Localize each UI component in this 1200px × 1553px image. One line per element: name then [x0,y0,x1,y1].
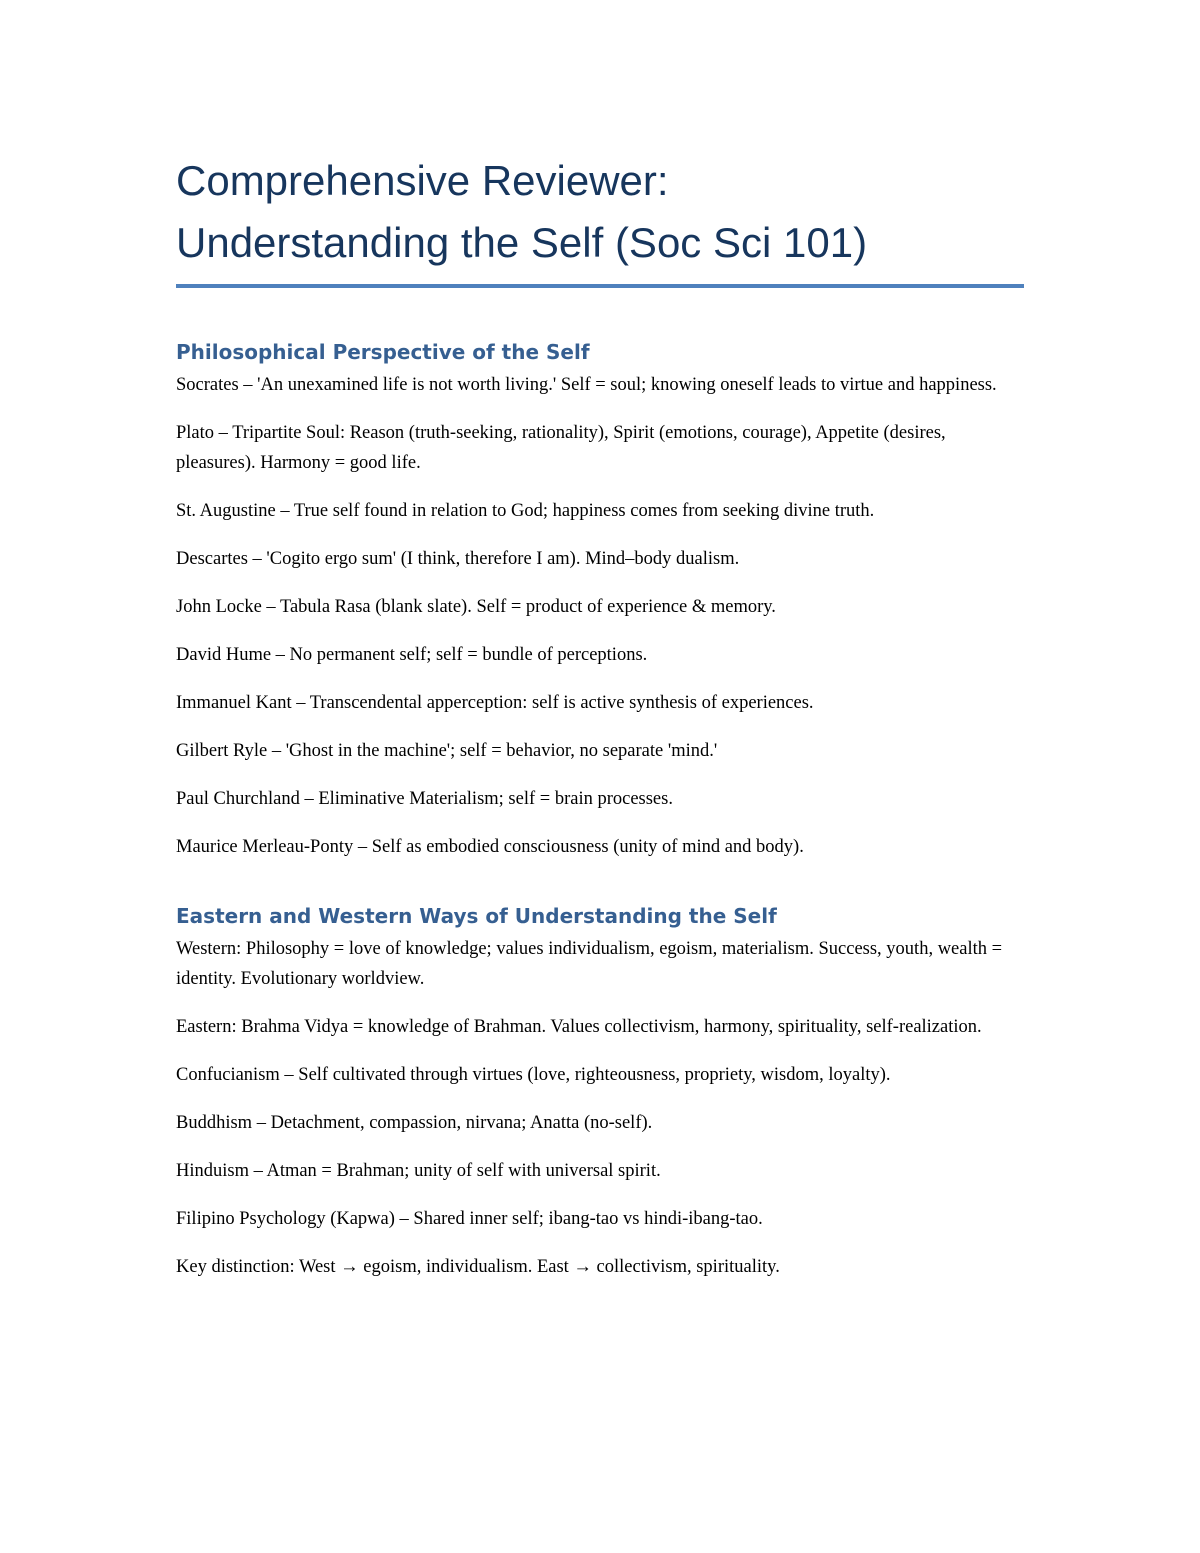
title-underline-rule [176,284,1024,288]
section-philosophical-perspective [176,340,1024,862]
paragraph-eastern: Eastern: Brahma Vidya = knowledge of Brahman. Values collectivism, harmony, spirituality, self-realization. [176,1017,982,1037]
title-line-1: Comprehensive Reviewer: [176,157,669,204]
paragraph-buddhism: Buddhism – Detachment, compassion, nirvana; Anatta (no-self). [176,1113,653,1133]
paragraph-david-hume: David Hume – No permanent self; self = bundle of perceptions. [176,645,648,665]
paragraph-filipino-psychology: Filipino Psychology (Kapwa) – Shared inner self; ibang-tao vs hindi-ibang-tao. [176,1209,763,1229]
paragraph-merleau-ponty: Maurice Merleau-Ponty – Self as embodied consciousness (unity of mind and body). [176,837,804,857]
paragraph-key-distinction: Key distinction: West → egoism, individualism. East → collectivism, spirituality. [176,1257,780,1277]
paragraph-confucianism: Confucianism – Self cultivated through virtues (love, righteousness, propriety, wisdom, loyalty). [176,1065,891,1085]
paragraph-st-augustine: St. Augustine – True self found in relation to God; happiness comes from seeking divine truth. [176,501,875,521]
section-heading: Eastern and Western Ways of Understanding the Self [176,904,777,928]
paragraph-hinduism: Hinduism – Atman = Brahman; unity of self with universal spirit. [176,1161,661,1181]
paragraph-immanuel-kant: Immanuel Kant – Transcendental apperception: self is active synthesis of experiences. [176,693,814,713]
section-eastern-western [176,904,1024,1282]
paragraph-paul-churchland: Paul Churchland – Eliminative Materialism; self = brain processes. [176,789,673,809]
title-line-2: Understanding the Self (Soc Sci 101) [176,219,868,266]
paragraph-gilbert-ryle: Gilbert Ryle – 'Ghost in the machine'; self = behavior, no separate 'mind.' [176,741,718,761]
paragraph-socrates: Socrates – 'An unexamined life is not worth living.' Self = soul; knowing oneself leads to virtue and happiness. [176,375,997,395]
document-title [176,150,1024,274]
paragraph-john-locke: John Locke – Tabula Rasa (blank slate). Self = product of experience & memory. [176,597,776,617]
document-page [176,150,1024,1300]
section-heading: Philosophical Perspective of the Self [176,340,590,364]
paragraph-plato: Plato – Tripartite Soul: Reason (truth-seeking, rationality), Spirit (emotions, courage), Appetite (desires, pleasures). Harmony = good life. [176,423,946,473]
paragraph-western: Western: Philosophy = love of knowledge; values individualism, egoism, materialism. Success, youth, wealth = identity. Evolutionary worldview. [176,939,1003,989]
paragraph-descartes: Descartes – 'Cogito ergo sum' (I think, therefore I am). Mind–body dualism. [176,549,740,569]
